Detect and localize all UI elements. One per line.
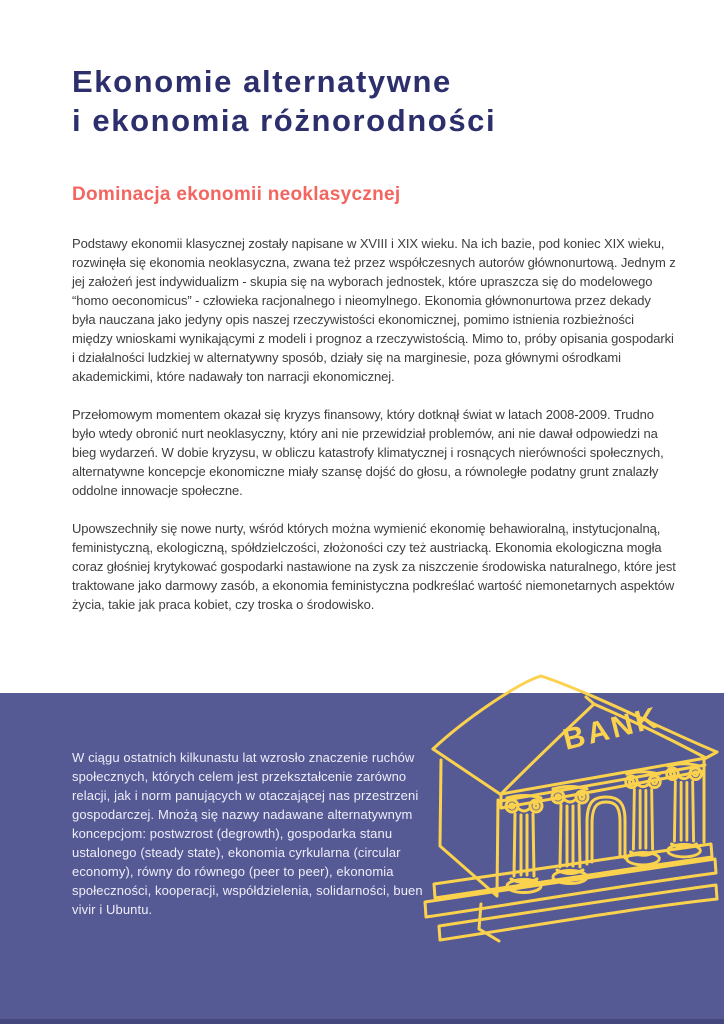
bank-column-1 xyxy=(506,796,542,893)
panel-bottom-strip xyxy=(0,1019,724,1024)
bank-illustration xyxy=(420,650,720,962)
panel-paragraph: W ciągu ostatnich kilkunastu lat wzrosło znaczenie ruchów społecznych, których celem jest przekształcenie zarówno relacji, jak i norm panujących w otaczającej nas przestrzeni gospodarczej. Mnożą się nazwy nadawane alternatywnym koncepcjom: postwzrost (degrowth), gospodarka stanu ustalonego (steady state), ekonomia cyrkularna (circular economy), równy do równego (peer to peer), ekonomia społeczności, kooperacji, współdzielenia, solidarności, buen vivir i Ubuntu. xyxy=(72,750,423,917)
bank-door xyxy=(587,797,625,864)
body-text xyxy=(72,234,676,633)
paragraph-3: Upowszechniły się nowe nurty, wśród których można wymienić ekonomię behawioralną, instytucjonalną, feministyczną, ekologiczną, spółdzielczości, złożoności czy też austriacką. Ekonomia ekologiczna mogła coraz głośniej krytykować gospodarki nastawione na zysk za niszczenie środowiska naturalnego, które jest traktowane jako darmowy zasób, a ekonomia feministyczna podkreślać wartość niemonetarnych aspektów życia, takie jak praca kobiet, czy troska o środowisko. xyxy=(72,521,676,612)
paragraph-2: Przełomowym momentem okazał się kryzys finansowy, który dotknął świat w latach 2008-2009. Trudno było wtedy obronić nurt neoklasyczny, który ani nie przewidział problemów, ani nie dawał odpowiedzi na bieg wydarzeń. W dobie kryzysu, w obliczu katastrofy klimatycznej i rosnących nierówności społecznych, alternatywne koncepcje ekonomiczne miały szansę dojść do głosu, a równoległe podatny grunt znalazły oddolne innowacje społeczne. xyxy=(72,407,664,498)
bank-drawing xyxy=(425,676,717,941)
title-line-1: Ekonomie alternatywne xyxy=(72,64,452,99)
bank-steps xyxy=(425,844,717,941)
bank-sign-label: BANK xyxy=(559,700,664,757)
paragraph-1: Podstawy ekonomii klasycznej zostały napisane w XVIII i XIX wieku. Na ich bazie, pod koniec XIX wieku, rozwinęła się ekonomia neoklasyczna, zwana też przez współczesnych autorów głównonurtową. Jednym z jej założeń jest indywidualizm - skupia się na wyborach jednostek, które upraszcza się do modelowego “homo oeconomicus” - człowieka racjonalnego i nieomylnego. Ekonomia głównonurtowa przez dekady była nauczana jako jedyny opis naszej rzeczywistości ekonomicznej, pomimo istnienia rozbieżności między wnioskami wynikającymi z modeli i prognoz a rzeczywistością. Mimo to, próby opisania gospodarki i działalności ludzkiej w alternatywny sposób, działy się na marginesie, poza głównymi ośrodkami akademickimi, które nadawały ton narracji ekonomicznej. xyxy=(72,236,676,384)
bank-drawing-svg xyxy=(420,650,720,962)
title-line-2: i ekonomia różnorodności xyxy=(72,103,497,138)
page-title xyxy=(72,62,496,140)
section-heading: Dominacja ekonomii neoklasycznej xyxy=(72,184,401,205)
bank-column-2 xyxy=(552,787,588,884)
